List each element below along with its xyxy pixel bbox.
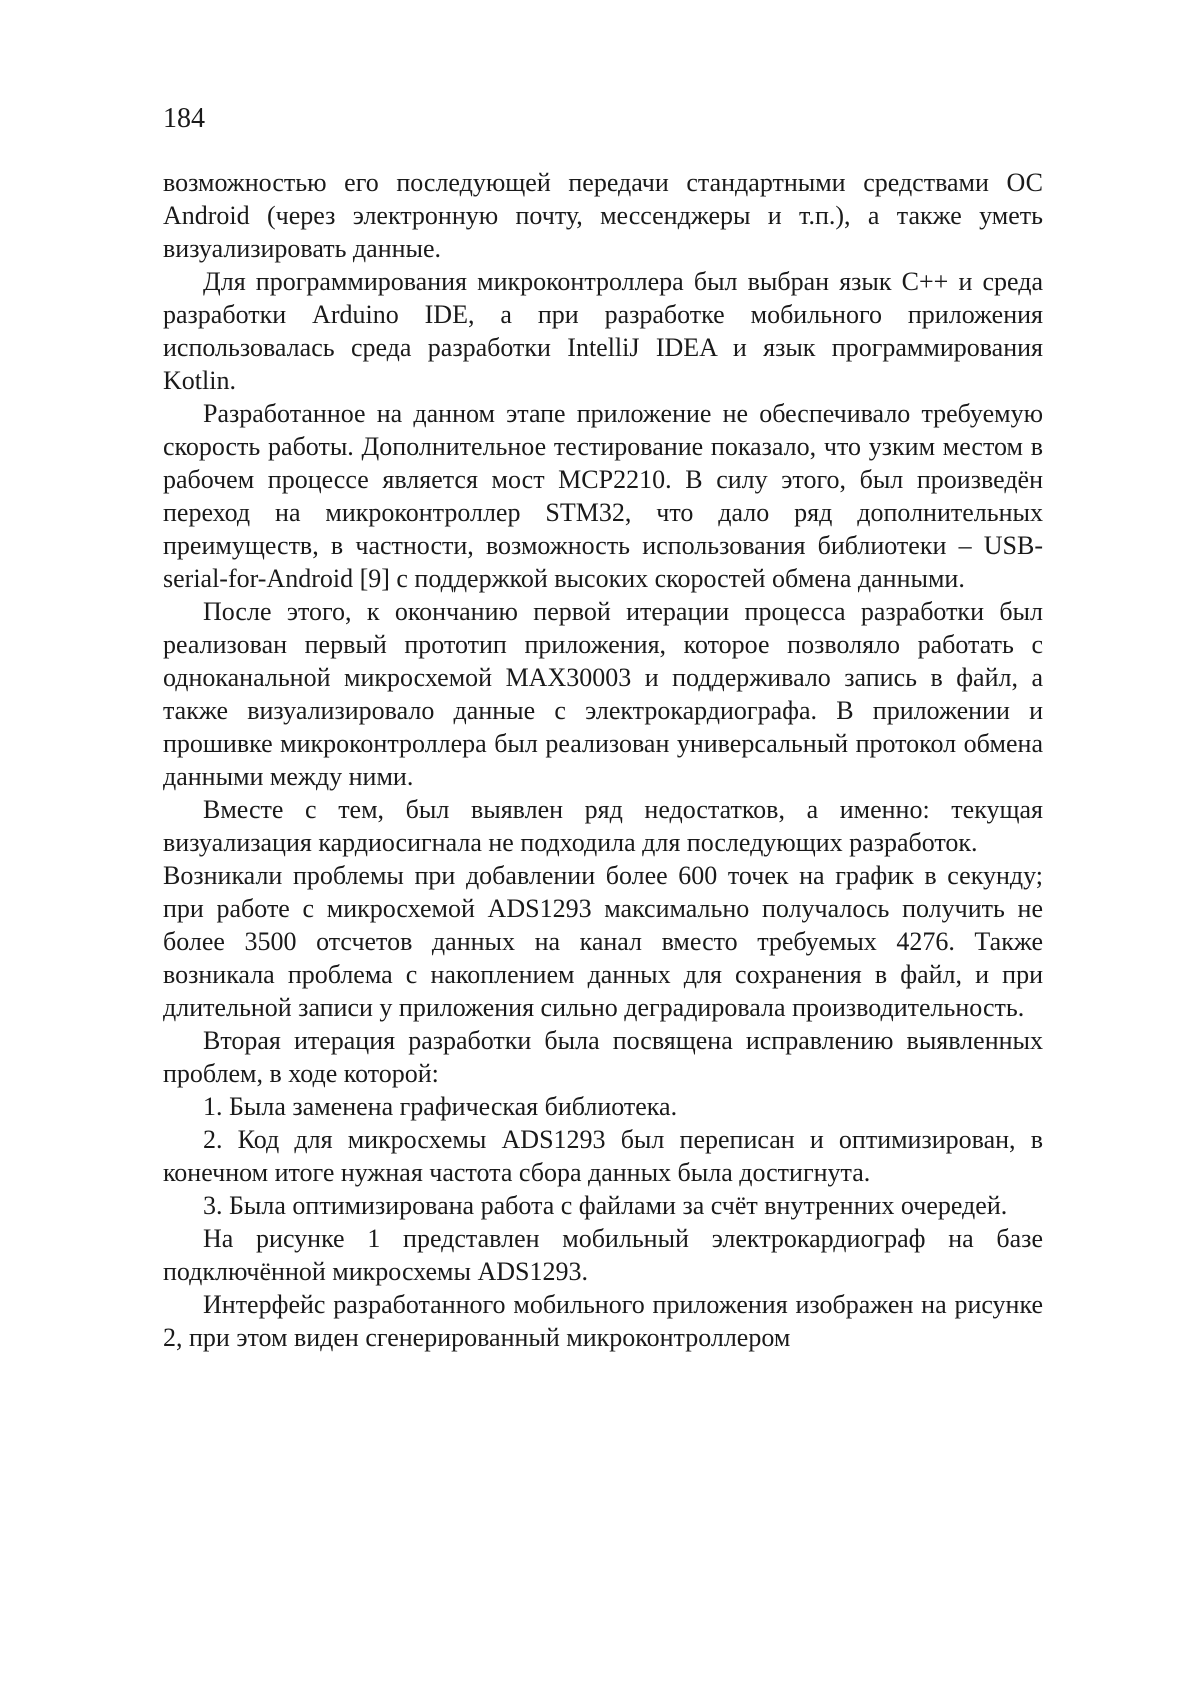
paragraph: Интерфейс разработанного мобильного приложения изображен на рисунке 2, при этом виден сгенерированный микроконтроллером <box>163 1288 1043 1354</box>
paragraph: Вторая итерация разработки была посвящена исправлению выявленных проблем, в ходе которой: <box>163 1024 1043 1090</box>
document-page <box>0 0 1200 1703</box>
list-item: 2. Код для микросхемы ADS1293 был переписан и оптимизирован, в конечном итоге нужная частота сбора данных была достигнута. <box>163 1123 1043 1189</box>
paragraph: Возникали проблемы при добавлении более 600 точек на график в секунду; при работе с микросхемой ADS1293 максимально получалось получить не более 3500 отсчетов данных на канал вместо требуемых 4276. Также возникала проблема с накоплением данных для сохранения в файл, и при длительной записи у приложения сильно деградировала производительность. <box>163 859 1043 1024</box>
paragraph: возможностью его последующей передачи стандартными средствами ОС Android (через электронную почту, мессенджеры и т.п.), а также уметь визуализировать данные. <box>163 166 1043 265</box>
paragraph: Для программирования микроконтроллера был выбран язык С++ и среда разработки Arduino IDE, а при разработке мобильного приложения использовалась среда разработки IntelliJ IDEA и язык программирования Kotlin. <box>163 265 1043 397</box>
list-item: 3. Была оптимизирована работа с файлами за счёт внутренних очередей. <box>163 1189 1043 1222</box>
paragraph: На рисунке 1 представлен мобильный электрокардиограф на базе подключённой микросхемы ADS1293. <box>163 1222 1043 1288</box>
list-item: 1. Была заменена графическая библиотека. <box>163 1090 1043 1123</box>
paragraph: После этого, к окончанию первой итерации процесса разработки был реализован первый прототип приложения, которое позволяло работать с одноканальной микросхемой MAX30003 и поддерживало запись в файл, а также визуализировало данные с электрокардиографа. В приложении и прошивке микроконтроллера был реализован универсальный протокол обмена данными между ними. <box>163 595 1043 793</box>
page-number: 184 <box>163 101 205 137</box>
paragraph: Разработанное на данном этапе приложение не обеспечивало требуемую скорость работы. Дополнительное тестирование показало, что узким местом в рабочем процессе является мост MCP2210. В силу этого, был произведён переход на микроконтроллер STM32, что дало ряд дополнительных преимуществ, в частности, возможность использования библиотеки – USB-serial-for-Android [9] с поддержкой высоких скоростей обмена данными. <box>163 397 1043 595</box>
body-text <box>163 166 1043 1354</box>
paragraph: Вместе с тем, был выявлен ряд недостатков, а именно: текущая визуализация кардиосигнала не подходила для последующих разработок. <box>163 793 1043 859</box>
